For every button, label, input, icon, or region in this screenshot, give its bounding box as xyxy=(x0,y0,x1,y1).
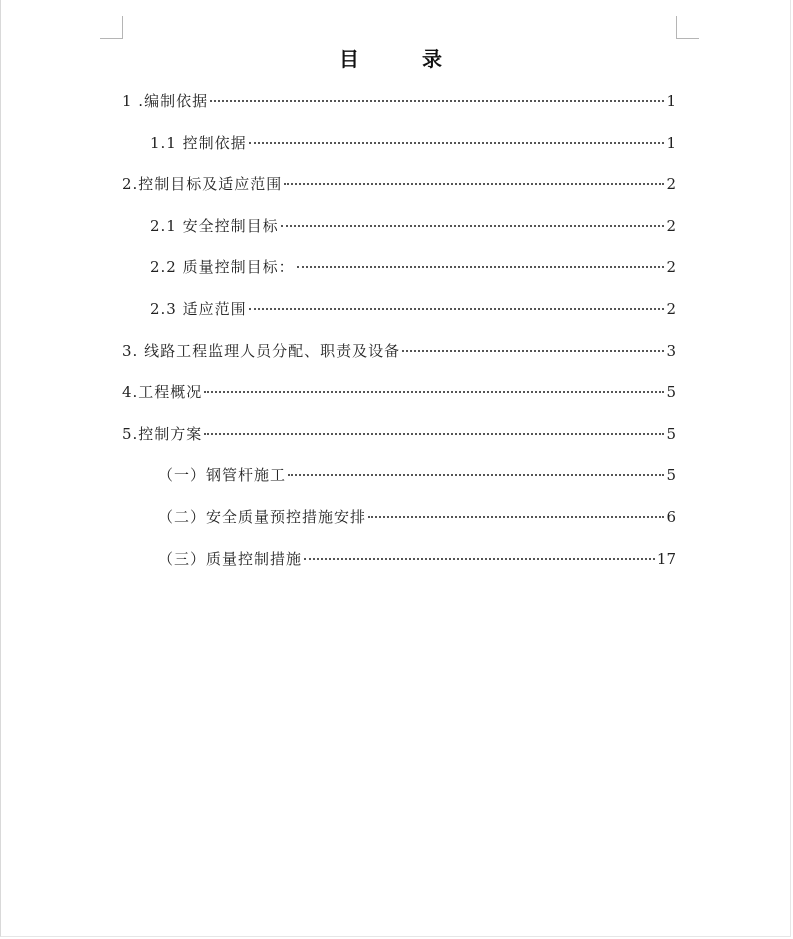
toc-dot-leader xyxy=(210,99,664,102)
toc-entry[interactable] xyxy=(122,421,676,463)
toc-dot-leader xyxy=(249,307,665,310)
toc-dot-leader xyxy=(281,224,665,227)
toc-entry-text: （一）钢管杆施工 xyxy=(158,466,287,485)
toc-entry[interactable] xyxy=(122,88,676,130)
toc-dot-leader xyxy=(402,349,664,352)
toc-entry[interactable] xyxy=(122,379,676,421)
toc-entry[interactable] xyxy=(122,338,676,380)
toc-entry[interactable] xyxy=(122,254,676,296)
toc-entry-page: 2 xyxy=(666,299,676,318)
toc-title: 目 录 xyxy=(339,47,470,71)
toc-entry-text: 1.1 控制依据 xyxy=(150,133,247,152)
toc-entry-page: 2 xyxy=(666,175,676,194)
toc-dot-leader xyxy=(288,473,664,476)
toc-entry-text: 5.控制方案 xyxy=(122,424,203,443)
toc-entry[interactable] xyxy=(122,296,676,338)
toc-entry[interactable] xyxy=(122,462,676,504)
toc-entry-text: 4.工程概况 xyxy=(122,383,203,402)
toc-entry-page: 17 xyxy=(656,549,676,568)
toc-entry-page: 2 xyxy=(666,258,676,277)
toc-entry[interactable] xyxy=(122,213,676,255)
toc-dot-leader xyxy=(297,265,665,268)
toc-entry-page: 5 xyxy=(666,383,676,402)
toc-entry-page: 1 xyxy=(666,92,676,110)
toc-entry-page: 1 xyxy=(666,133,676,152)
toc-entry-text: 2.3 适应范围 xyxy=(150,299,247,318)
toc-entry[interactable] xyxy=(122,130,676,172)
toc-entry-page: 6 xyxy=(666,507,676,526)
toc-dot-leader xyxy=(249,141,665,144)
toc-entry-text: 2.1 安全控制目标 xyxy=(150,216,279,235)
toc-entry[interactable] xyxy=(122,504,676,546)
table-of-contents xyxy=(122,88,676,587)
toc-dot-leader xyxy=(284,182,664,185)
toc-entry-text: 2.控制目标及适应范围 xyxy=(122,175,283,194)
toc-entry[interactable] xyxy=(122,546,676,588)
toc-entry-page: 3 xyxy=(666,341,676,360)
toc-dot-leader xyxy=(204,432,664,435)
toc-dot-leader xyxy=(204,390,664,393)
toc-entry-page: 5 xyxy=(666,466,676,485)
toc-entry[interactable] xyxy=(122,171,676,213)
toc-dot-leader xyxy=(304,557,655,560)
toc-entry-text: （三）质量控制措施 xyxy=(158,549,303,568)
toc-entry-text: 2.2 质量控制目标： xyxy=(150,258,295,277)
toc-dot-leader xyxy=(368,515,664,518)
toc-entry-page: 5 xyxy=(666,424,676,443)
toc-entry-page: 2 xyxy=(666,216,676,235)
toc-entry-text: 3. 线路工程监理人员分配、职责及设备 xyxy=(122,341,401,360)
page-corner-mark-top-right xyxy=(676,16,699,39)
page-corner-mark-top-left xyxy=(100,16,123,39)
toc-entry-text: 1 .编制依据 xyxy=(122,92,209,110)
toc-entry-text: （二）安全质量预控措施安排 xyxy=(158,507,367,526)
